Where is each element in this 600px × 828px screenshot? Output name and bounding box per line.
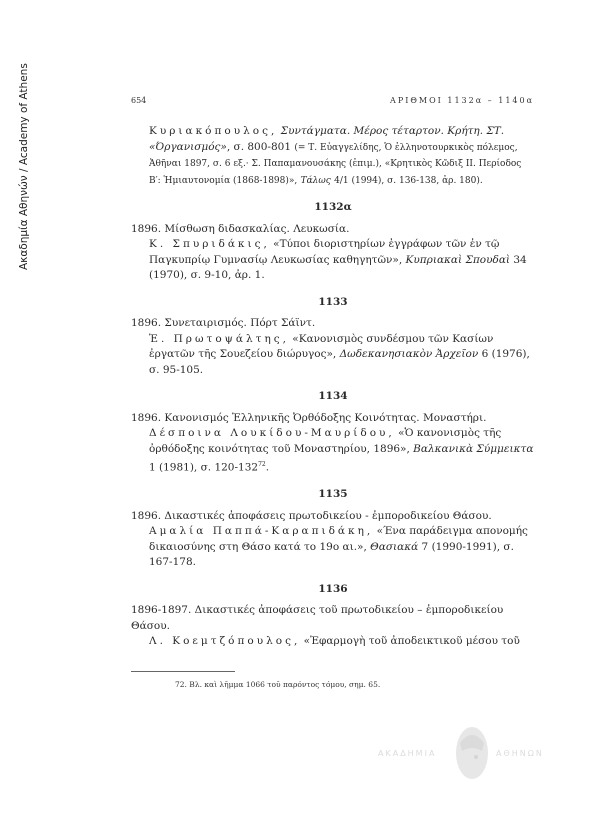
- intro-note-3b: Τάλως: [300, 175, 331, 186]
- entry-number: 1134: [318, 390, 348, 402]
- watermark: [378, 723, 553, 783]
- page-header: [131, 96, 534, 105]
- entry-journal: Βαλκανικὰ Σύμμεικτα: [413, 442, 534, 455]
- footnote-ref[interactable]: 72: [258, 461, 266, 468]
- intro-reference: [131, 124, 535, 189]
- page-content: [131, 124, 535, 650]
- entry: [131, 487, 535, 571]
- entry-citation: 7 (1990-1991), σ. 167-178.: [149, 540, 514, 568]
- entry-citation: 1 (1981), σ. 120-132: [149, 461, 259, 474]
- entry-journal: Δωδεκανησιακὸν Ἀρχεῖον: [339, 348, 479, 360]
- entry-number: 1133: [318, 295, 348, 308]
- entry-reference: [131, 237, 535, 284]
- intro-note-3c: 4/1 (1994), σ. 136-138, ἀρ. 180).: [334, 175, 483, 186]
- entry-number: 1136: [318, 582, 348, 595]
- entry-citation: 6 (1976), σ. 95-105.: [149, 348, 530, 376]
- entry-citation: 34 (1970), σ. 9-10, ἀρ. 1.: [149, 253, 527, 281]
- entry-author: Ἐ. Πρωτοψάλτης,: [149, 332, 289, 345]
- running-head: ΑΡΙΘΜΟΙ 1132α – 1140α: [390, 96, 534, 105]
- entry-title-text: «Ὁ κανονισμὸς τῆς ὀρθόδοξης κοινότητας τοῦ Μοναστηρίου, 1896»,: [149, 427, 502, 455]
- academy-label: Ακαδημία Αθηνών / Academy of Athens: [18, 63, 30, 270]
- footnote: 72. Βλ. καὶ λῆμμα 1066 τοῦ παρόντος τόμου, σημ. 65.: [175, 680, 381, 689]
- entry-author: Λ. Κοεμτζόπουλος,: [149, 635, 301, 647]
- entry-title-text: «Ένα παράδειγμα απονομής δικαιοσύνης στη Θάσο κατά το 19ο αι.»,: [149, 525, 528, 553]
- intro-note-1: (= Τ. Εὐαγγελίδης, Ὁ ἑλληνοτουρκικὸς πόλεμος,: [294, 142, 518, 153]
- entry-heading: 1896-1897. Δικαστικές ἀποφάσεις τοῦ πρωτοδικείου – ἐμποροδικείου Θάσου.: [131, 604, 504, 632]
- entry-author: Δέσποινα Λουκίδου-Μαυρίδου,: [149, 427, 395, 439]
- entry-reference: [131, 524, 535, 571]
- entry: [131, 295, 535, 379]
- entry-heading: 1896. Δικαστικές ἀποφάσεις πρωτοδικείου - ἐμποροδικείου Θάσου.: [131, 509, 492, 522]
- entry-author: Αμαλία Παππά-Καραπιδάκη,: [149, 525, 374, 537]
- page-number: 654: [131, 96, 147, 105]
- intro-author: Κυριακόπουλος,: [149, 125, 278, 137]
- entry-number: 1132α: [314, 201, 352, 213]
- watermark-right-text: ΑΘΗΝΩΝ: [496, 749, 544, 758]
- intro-pages: , σ. 800-801: [226, 140, 292, 153]
- entry-author: Κ. Σπυριδάκις,: [149, 238, 270, 250]
- entry-reference: [131, 426, 535, 476]
- athena-head-icon: [452, 723, 492, 783]
- entry-title-text: «Κανονισμὸς συνδέσμου τῶν Κασίων ἐργατῶν τῆς Σουεζείου διώρυγος»,: [149, 332, 494, 360]
- entry: [131, 389, 535, 476]
- entry-journal: Θασιακά: [370, 540, 419, 553]
- entry-citation-end: .: [265, 461, 270, 474]
- entry-reference: [131, 634, 535, 650]
- watermark-left-text: ΑΚΑΔΗΜΙΑ: [378, 749, 437, 758]
- entry-title-text: «Τύποι διοριστηρίων ἐγγράφων τῶν ἐν τῷ Παγκυπρίῳ Γυμνασίῳ Λευκωσίας καθηγητῶν»,: [149, 238, 500, 266]
- intro-title: Συντάγματα. Μέρος τέταρτον. Κρήτη. ΣΤ. «Όργανισμός»: [149, 125, 505, 153]
- side-label: [6, 40, 30, 270]
- entry-heading: 1896. Μίσθωση διδασκαλίας. Λευκωσία.: [131, 222, 350, 235]
- entry-heading: 1896. Συνεταιρισμός. Πόρτ Σάϊντ.: [131, 317, 316, 329]
- entry: [131, 200, 535, 284]
- intro-note-3a: Β′: Ἡμιαυτονομία (1868-1898)»,: [149, 175, 298, 186]
- entry-title-text: «Ἐφαρμογὴ τοῦ ἀποδεικτικοῦ μέσου τοῦ: [303, 635, 520, 647]
- intro-note-2: Ἀθῆναι 1897, σ. 6 εξ.· Σ. Παπαμανουσάκης (ἐπιμ.), «Κρητικὸς Κῶδιξ ΙΙ. Περίοδος: [149, 159, 522, 169]
- entry-heading: 1896. Κανονισμός Ἑλληνικῆς Ὀρθόδοξης Κοινότητας. Μοναστήρι.: [131, 411, 487, 424]
- entry-reference: [131, 332, 535, 379]
- entry: [131, 582, 535, 650]
- footnote-rule: [131, 671, 235, 672]
- entry-journal: Κυπριακαὶ Σπουδαὶ: [405, 253, 511, 266]
- entry-number: 1135: [318, 488, 348, 500]
